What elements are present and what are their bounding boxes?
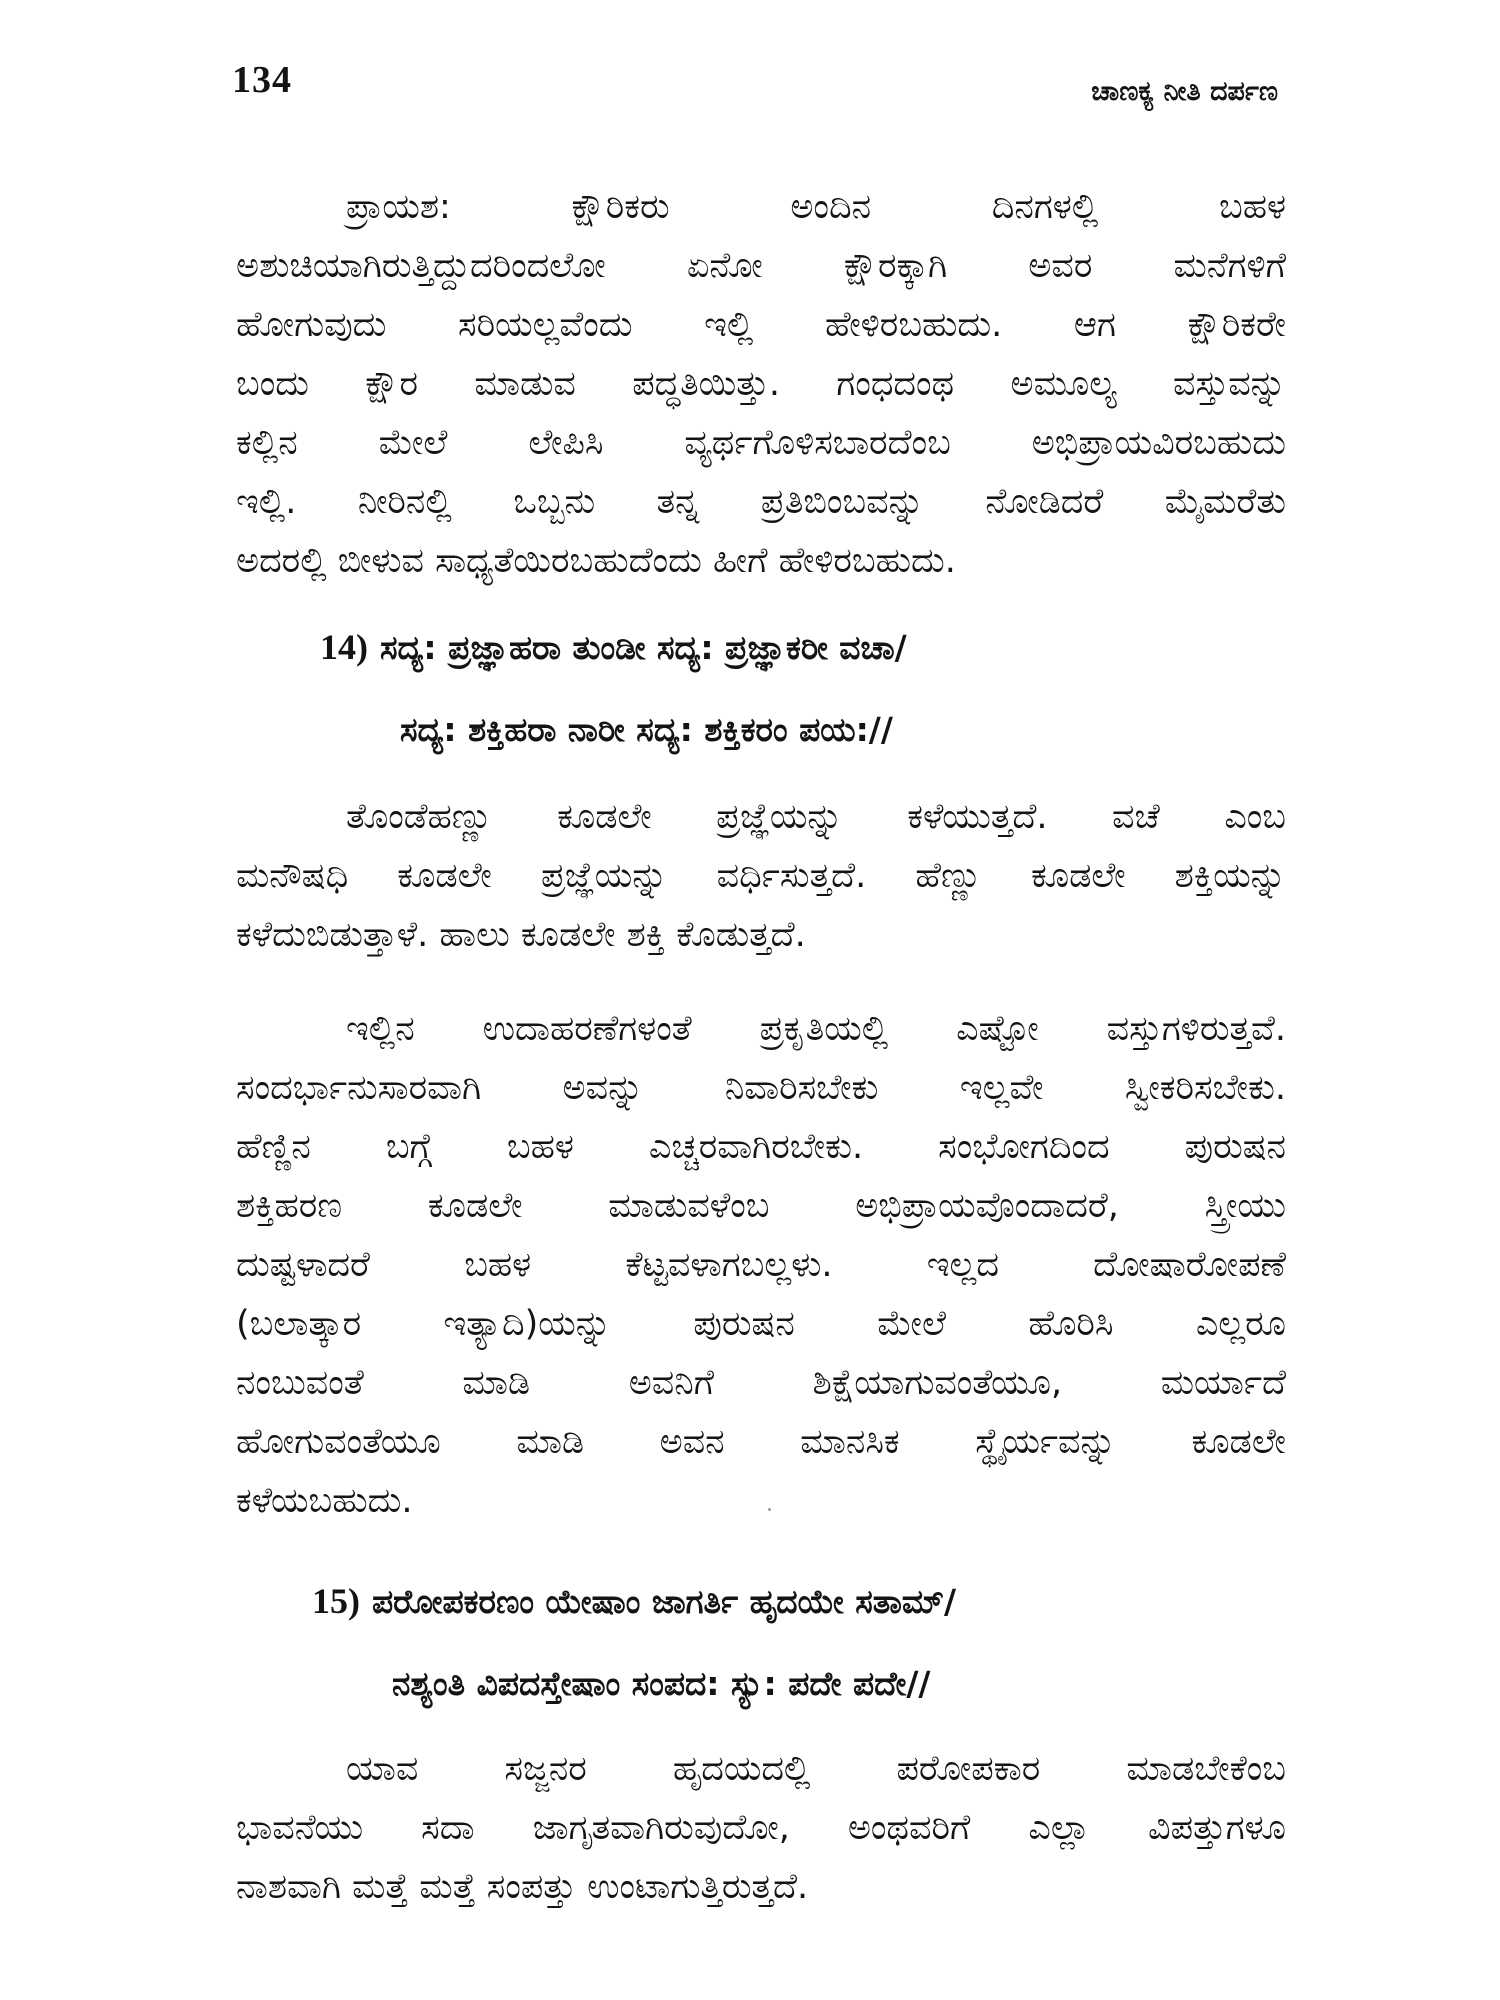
paragraph-1 (236, 178, 1286, 591)
verse-number: 14) (320, 627, 368, 667)
verse-14 (320, 626, 1370, 668)
text-line: ಕಳೆದುಬಿಡುತ್ತಾಳೆ. ಹಾಲು ಕೂಡಲೇ ಶಕ್ತಿ ಕೊಡುತ್ತದೆ. (236, 915, 806, 955)
text-line: ಶಕ್ತಿಹರಣ ಕೂಡಲೇ ಮಾಡುವಳೆಂಬ ಅಭಿಪ್ರಾಯವೊಂದಾದರೆ, ಸ್ತ್ರೀಯು (236, 1186, 1286, 1226)
verse-text: ಸದ್ಯ: ಪ್ರಜ್ಞಾಹರಾ ತುಂಡೀ ಸದ್ಯ: ಪ್ರಜ್ಞಾಕರೀ ವಚಾ/ (380, 628, 907, 667)
page-number: 134 (232, 59, 292, 101)
text-line: ತೊಂಡೆಹಣ್ಣು ಕೂಡಲೇ ಪ್ರಜ್ಞೆಯನ್ನು ಕಳೆಯುತ್ತದೆ. ವಚೆ ಎಂಬ (346, 797, 1286, 837)
verse-15 (312, 1580, 1362, 1622)
paragraph-2 (236, 788, 1286, 965)
text-line: ಭಾವನೆಯು ಸದಾ ಜಾಗೃತವಾಗಿರುವುದೋ, ಅಂಥವರಿಗೆ ಎಲ್ಲಾ ವಿಪತ್ತುಗಳೂ (236, 1808, 1286, 1848)
paragraph-4 (236, 1740, 1286, 1917)
text-line: ಅದರಲ್ಲಿ ಬೀಳುವ ಸಾಧ್ಯತೆಯಿರಬಹುದೆಂದು ಹೀಗೆ ಹೇಳಿರಬಹುದು. (236, 541, 956, 581)
text-line: ಇಲ್ಲಿನ ಉದಾಹರಣೆಗಳಂತೆ ಪ್ರಕೃತಿಯಲ್ಲಿ ಎಷ್ಟೋ ವಸ್ತುಗಳಿರುತ್ತವೆ. (346, 1009, 1286, 1049)
text-line: ದುಷ್ಟಳಾದರೆ ಬಹಳ ಕೆಟ್ಟವಳಾಗಬಲ್ಲಳು. ಇಲ್ಲದ ದೋಷಾರೋಪಣೆ (236, 1245, 1286, 1285)
verse-line (320, 626, 1370, 668)
text-line: ಹೋಗುವಂತೆಯೂ ಮಾಡಿ ಅವನ ಮಾನಸಿಕ ಸ್ಥೈರ್ಯವನ್ನು ಕೂಡಲೇ (236, 1422, 1286, 1462)
verse-text: ಪರೋಪಕರಣಂ ಯೇಷಾಂ ಜಾಗರ್ತಿ ಹೃದಯೇ ಸತಾಮ್/ (372, 1582, 957, 1621)
verse-text: ನಶ್ಯಂತಿ ವಿಪದಸ್ತೇಷಾಂ ಸಂಪದ: ಸ್ಯು: ಪದೇ ಪದೇ// (392, 1664, 931, 1703)
text-line: ಇಲ್ಲಿ. ನೀರಿನಲ್ಲಿ ಒಬ್ಬನು ತನ್ನ ಪ್ರತಿಬಿಂಬವನ್ನು ನೋಡಿದರೆ ಮೈಮರೆತು (236, 482, 1286, 522)
verse-14-line-2 (400, 710, 1450, 750)
text-line: (ಬಲಾತ್ಕಾರ ಇತ್ಯಾದಿ)ಯನ್ನು ಪುರುಷನ ಮೇಲೆ ಹೊರಿಸಿ ಎಲ್ಲರೂ (236, 1304, 1286, 1344)
text-line: ನಾಶವಾಗಿ ಮತ್ತೆ ಮತ್ತೆ ಸಂಪತ್ತು ಉಂಟಾಗುತ್ತಿರುತ್ತದೆ. (236, 1867, 809, 1907)
verse-number: 15) (312, 1581, 360, 1621)
text-line: ಹೆಣ್ಣಿನ ಬಗ್ಗೆ ಬಹಳ ಎಚ್ಚರವಾಗಿರಬೇಕು. ಸಂಭೋಗದಿಂದ ಪುರುಷನ (236, 1127, 1286, 1167)
text-line: ಕಳೆಯಬಹುದು. (236, 1481, 413, 1521)
text-line: ಸಂದರ್ಭಾನುಸಾರವಾಗಿ ಅವನ್ನು ನಿವಾರಿಸಬೇಕು ಇಲ್ಲವೇ ಸ್ವೀಕರಿಸಬೇಕು. (236, 1068, 1286, 1108)
verse-line (312, 1580, 1362, 1622)
paragraph-3 (236, 1000, 1286, 1531)
text-line: ಕಲ್ಲಿನ ಮೇಲೆ ಲೇಪಿಸಿ ವ್ಯರ್ಥಗೊಳಿಸಬಾರದೆಂಬ ಅಭಿಪ್ರಾಯವಿರಬಹುದು (236, 423, 1286, 463)
text-line: ಯಾವ ಸಜ್ಜನರ ಹೃದಯದಲ್ಲಿ ಪರೋಪಕಾರ ಮಾಡಬೇಕೆಂಬ (346, 1749, 1286, 1789)
text-line: ನಂಬುವಂತೆ ಮಾಡಿ ಅವನಿಗೆ ಶಿಕ್ಷೆಯಾಗುವಂತೆಯೂ, ಮರ್ಯಾದೆ (236, 1363, 1286, 1403)
text-line: ಪ್ರಾಯಶ: ಕ್ಷೌರಿಕರು ಅಂದಿನ ದಿನಗಳಲ್ಲಿ ಬಹಳ (346, 187, 1286, 227)
verse-15-line-2 (392, 1664, 1442, 1704)
text-line: ಬಂದು ಕ್ಷೌರ ಮಾಡುವ ಪದ್ಧತಿಯಿತ್ತು. ಗಂಧದಂಥ ಅಮೂಲ್ಯ ವಸ್ತುವನ್ನು (236, 364, 1286, 404)
text-line: ಮನೌಷಧಿ ಕೂಡಲೇ ಪ್ರಜ್ಞೆಯನ್ನು ವರ್ಧಿಸುತ್ತದೆ. ಹೆಣ್ಣು ಕೂಡಲೇ ಶಕ್ತಿಯನ್ನು (236, 856, 1286, 896)
verse-text: ಸದ್ಯ: ಶಕ್ತಿಹರಾ ನಾರೀ ಸದ್ಯ: ಶಕ್ತಿಕರಂ ಪಯ:// (400, 710, 893, 749)
running-title: ಚಾಣಕ್ಯ ನೀತಿ ದರ್ಪಣ (1091, 76, 1278, 107)
text-line: ಅಶುಚಿಯಾಗಿರುತ್ತಿದ್ದುದರಿಂದಲೋ ಏನೋ ಕ್ಷೌರಕ್ಕಾಗಿ ಅವರ ಮನೆಗಳಿಗೆ (236, 246, 1286, 286)
text-line: ಹೋಗುವುದು ಸರಿಯಲ್ಲವೆಂದು ಇಲ್ಲಿ ಹೇಳಿರಬಹುದು. ಆಗ ಕ್ಷೌರಿಕರೇ (236, 305, 1286, 345)
scan-speck (768, 1508, 771, 1511)
